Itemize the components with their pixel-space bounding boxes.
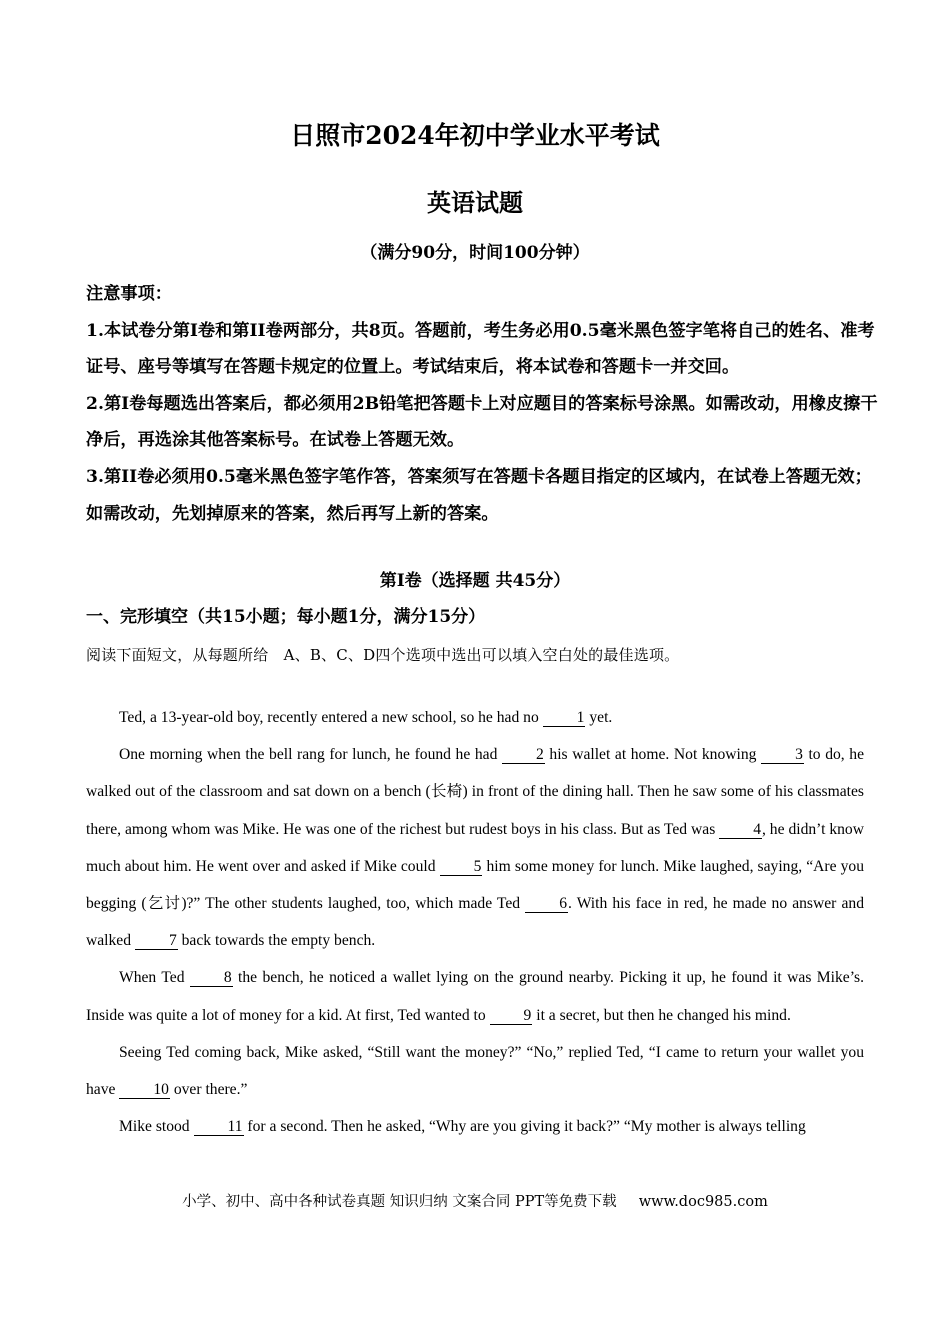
blank-7: 7 [135,932,178,950]
notice-item-3: 3.第II卷必须用0.5毫米黑色签字笔作答，答案须写在答题卡各题目指定的区域内，在试卷上答题无效；如需改动，先划掉原来的答案，然后再写上新的答案。 [86,466,872,524]
text: to do, he walked out of the classroom and sat down on a bench (长椅) in front of the dining hall. Then he saw some of his classmates there, among whom was Mike. He was one of the richest but rudest boys in his class. But as Ted was [86,746,864,838]
text: the bench, he noticed a wallet lying on the ground nearby. Picking it up, he found it was Mike’s. Inside was quite a lot of money for a kid. At first, Ted wanted to [86,969,864,1024]
paragraph-5 [86,1108,864,1145]
text: Ted, a 13-year-old boy, recently entered a new school, so he had no [119,709,543,726]
blank-2: 2 [502,746,545,764]
blank-8: 8 [190,969,233,987]
page-footer [0,1190,950,1211]
blank-1: 1 [543,709,586,727]
notice-heading: 注意事项： [86,284,172,304]
exam-title: 日照市2024年初中学业水平考试 [290,121,660,150]
text: . With his face in red, he made no answer and walked [86,895,864,950]
directions: 阅读下面短文，从每题所给 A、B、C、D四个选项中选出可以填入空白处的最佳选项。 [86,646,680,664]
cloze-passage [86,699,864,1145]
text: When Ted [119,969,190,987]
score-time: （满分90分，时间100分钟） [360,243,590,263]
text: yet. [585,709,613,726]
blank-10: 10 [119,1081,170,1099]
paragraph-3 [86,959,864,1033]
blank-6: 6 [525,895,568,913]
footer-url[interactable]: www.doc985.com [638,1194,768,1210]
notice-section [86,276,878,532]
text: for a second. Then he asked, “Why are you giving it back?” “My mother is always telling [243,1118,806,1136]
blank-5: 5 [440,858,483,876]
paragraph-2 [86,736,864,959]
notice-item-2: 2.第I卷每题选出答案后，都必须用2B铅笔把答题卡上对应题目的答案标号涂黑。如需改动，用橡皮擦干净后，再选涂其他答案标号。在试卷上答题无效。 [86,393,878,451]
blank-11: 11 [194,1118,244,1136]
blank-3: 3 [761,746,804,764]
footer-text: 小学、初中、高中各种试卷真题 知识归纳 文案合同 PPT等免费下载 [182,1194,617,1210]
text: Mike stood [119,1118,194,1136]
part-title: 一、完形填空（共15小题；每小题1分，满分15分） [86,607,486,627]
section-title: 第I卷（选择题 共45分） [379,571,571,591]
paragraph-1 [86,699,864,736]
blank-9: 9 [490,1007,533,1025]
exam-subtitle: 英语试题 [427,188,523,217]
text: , he didn’t know much about him. He went over and asked if Mike could [86,820,864,875]
text: back towards the empty bench. [177,932,376,950]
text: it a secret, but then he changed his mind. [532,1006,791,1024]
text: him some money for lunch. Mike laughed, saying, “Are you begging (乞讨)?” The other students laughed, too, which made Ted [86,857,864,913]
paragraph-4 [86,1034,864,1108]
text: over there.” [169,1081,248,1099]
blank-4: 4 [719,821,762,839]
text: One morning when the bell rang for lunch, he found he had [119,746,502,764]
text: Seeing Ted coming back, Mike asked, “Still want the money?” “No,” replied Ted, “I came to return your wallet you have [86,1043,864,1099]
notice-item-1: 1.本试卷分第I卷和第II卷两部分，共8页。答题前，考生务必用0.5毫米黑色签字笔将自己的姓名、准考证号、座号等填写在答题卡规定的位置上。考试结束后，将本试卷和答题卡一并交回。 [86,320,875,378]
text: his wallet at home. Not knowing [544,746,762,764]
